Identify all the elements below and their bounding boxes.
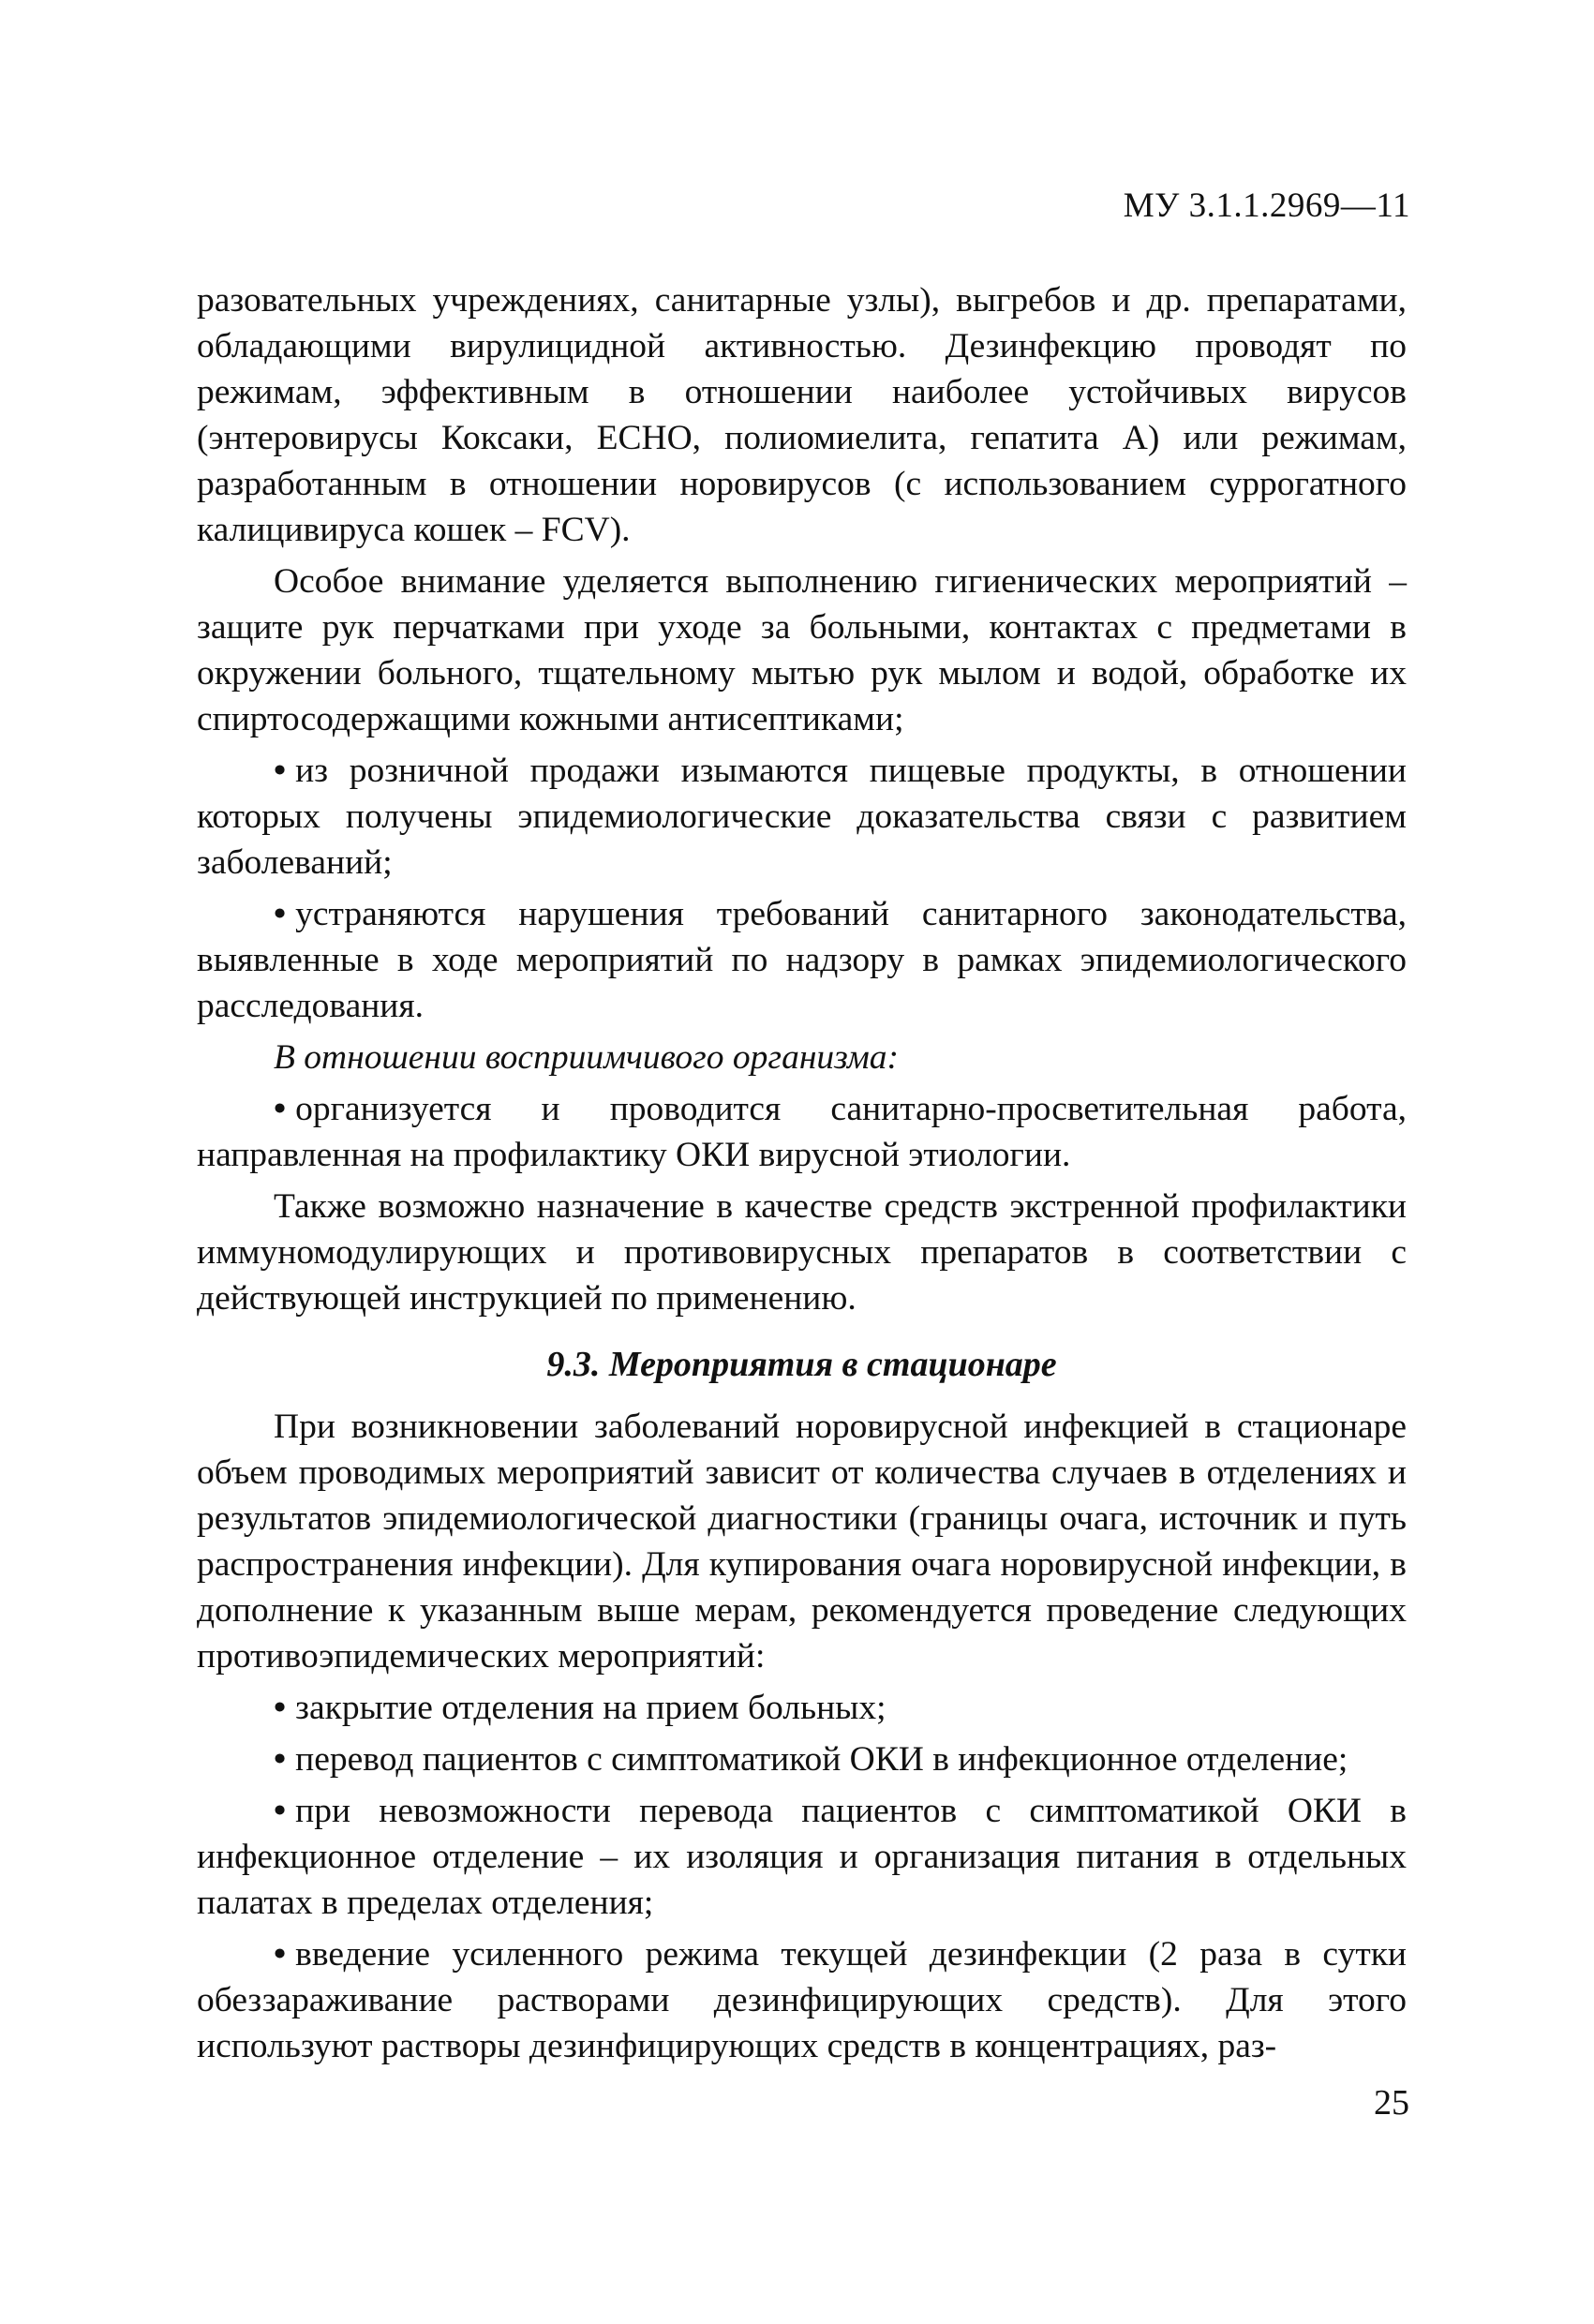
paragraph: разовательных учреждениях, санитарные узлы), выгребов и др. препаратами, обладающими вирулицидной активностью. Дезинфекцию проводят по режимам, эффективным в отношении наиболее устойчивых вирусов (энтеровирусы Коксаки, ЕСНО, полиомиелита, гепатита А) или режимам, разработанным в отношении норовирусов (с использованием суррогатного калицивируса кошек – FCV). xyxy=(197,281,1407,549)
bullet-item xyxy=(197,1788,1407,1926)
bullet-item xyxy=(197,1931,1407,2069)
bullet-item xyxy=(197,1736,1407,1782)
subheading-italic: В отношении восприимчивого организма: xyxy=(274,1038,900,1077)
paragraph: Особое внимание уделяется выполнению гигиенических мероприятий – защите рук перчатками при уходе за больными, контактах с предметами в окружении больного, тщательному мытью рук мылом и водой, обработке их спиртосодержащими кожными антисептиками; xyxy=(197,562,1407,738)
bullet-text: закрытие отделения на прием больных; xyxy=(295,1689,886,1727)
bullet-text: введение усиленного режима текущей дезинфекции (2 раза в сутки обеззараживание растворами дезинфицирующих средств). Для этого используют растворы дезинфицирующих средств в концентрациях, раз- xyxy=(197,1935,1407,2065)
bullet-icon: • xyxy=(274,752,287,790)
document-code: МУ 3.1.1.2969—11 xyxy=(1123,186,1410,225)
bullet-text: при невозможности перевода пациентов с симптоматикой ОКИ в инфекционное отделение – их изоляция и организация питания в отдельных палатах в пределах отделения; xyxy=(197,1792,1407,1922)
page-body xyxy=(197,277,1407,2069)
section-title: 9.3. Мероприятия в стационаре xyxy=(546,1345,1057,1384)
bullet-icon: • xyxy=(274,1935,287,1974)
paragraph: При возникновении заболеваний норовирусной инфекцией в стационаре объем проводимых мероприятий зависит от количества случаев в отделениях и результатов эпидемиологической диагностики (границы очага, источник и путь распространения инфекции). Для купирования очага норовирусной инфекции, в дополнение к указанным выше мерам, рекомендуется проведение следующих противоэпидемических мероприятий: xyxy=(197,1408,1407,1676)
bullet-icon: • xyxy=(274,1689,287,1727)
bullet-text: устраняются нарушения требований санитарного законодательства, выявленные в ходе мероприятий по надзору в рамках эпидемиологического расследования. xyxy=(197,895,1407,1025)
bullet-text: перевод пациентов с симптоматикой ОКИ в инфекционное отделение; xyxy=(295,1740,1348,1779)
bullet-item xyxy=(197,748,1407,886)
bullet-item xyxy=(197,1086,1407,1178)
bullet-icon: • xyxy=(274,1792,287,1830)
bullet-icon: • xyxy=(274,1090,287,1128)
bullet-icon: • xyxy=(274,895,287,933)
page-number: 25 xyxy=(1374,2083,1409,2123)
bullet-item xyxy=(197,891,1407,1029)
bullet-item xyxy=(197,1685,1407,1731)
paragraph: Также возможно назначение в качестве средств экстренной профилактики иммуномодулирующих и противовирусных препаратов в соответствии с действующей инструкцией по применению. xyxy=(197,1187,1407,1318)
bullet-text: организуется и проводится санитарно-просветительная работа, направленная на профилактику ОКИ вирусной этиологии. xyxy=(197,1090,1407,1174)
bullet-icon: • xyxy=(274,1740,287,1779)
bullet-text: из розничной продажи изымаются пищевые продукты, в отношении которых получены эпидемиологические доказательства связи с развитием заболеваний; xyxy=(197,752,1407,882)
